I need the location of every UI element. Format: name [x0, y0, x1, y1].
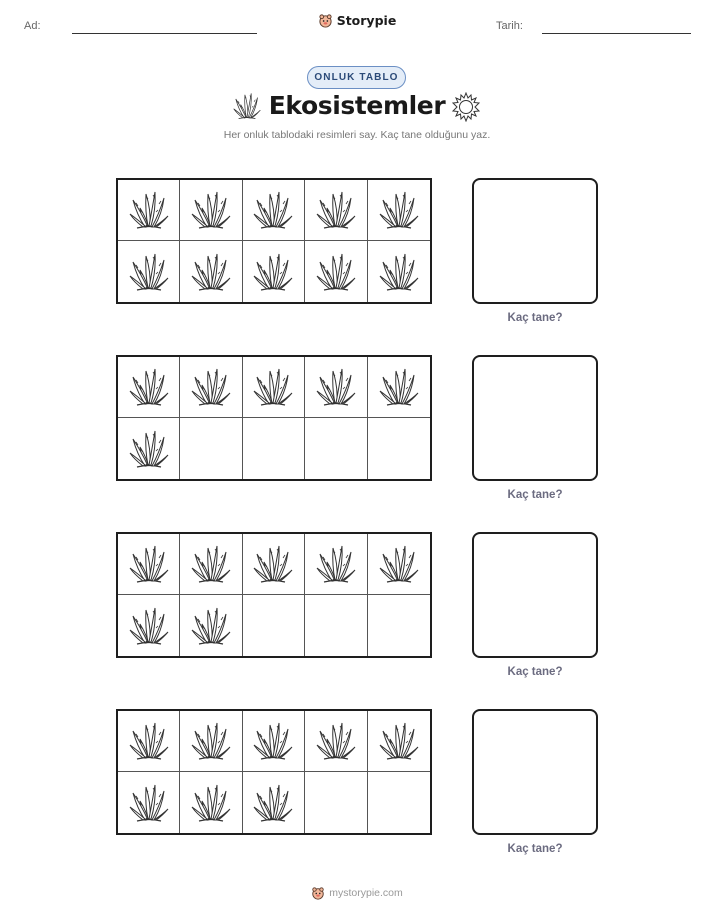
ten-frame-cell	[368, 772, 430, 833]
footer-url: mystorypie.com	[329, 887, 403, 899]
ten-frame-cell	[243, 534, 305, 595]
storypie-logo-icon	[318, 13, 333, 28]
seaweed-icon	[190, 541, 232, 587]
ten-frame-cell	[243, 772, 305, 833]
seaweed-icon	[315, 187, 357, 233]
ten-frame-cell	[118, 534, 180, 595]
ten-frame-cell	[368, 180, 430, 241]
ten-frame-cell	[118, 772, 180, 833]
ten-frame-cell	[180, 241, 242, 302]
date-label: Tarih:	[496, 20, 523, 32]
ten-frame-cell	[180, 772, 242, 833]
ten-frame-cell	[243, 595, 305, 656]
seaweed-icon	[315, 249, 357, 295]
ten-frame-cell	[305, 241, 367, 302]
brand-name: Storypie	[336, 13, 397, 28]
seaweed-icon	[252, 249, 294, 295]
seaweed-icon	[378, 364, 420, 410]
seaweed-icon	[252, 364, 294, 410]
seaweed-icon	[128, 249, 170, 295]
ten-frame-cell	[180, 357, 242, 418]
date-line[interactable]	[542, 33, 691, 34]
ten-frame-cell	[368, 418, 430, 479]
ten-frame-cell	[305, 534, 367, 595]
footer	[0, 886, 714, 900]
seaweed-icon	[378, 718, 420, 764]
seaweed-icon	[378, 187, 420, 233]
ten-frame-cell	[368, 595, 430, 656]
ten-frame-cell	[180, 711, 242, 772]
answer-box[interactable]	[472, 355, 598, 481]
seaweed-icon	[378, 249, 420, 295]
seaweed-icon	[315, 364, 357, 410]
ten-frame-cell	[180, 595, 242, 656]
ten-frame	[116, 532, 432, 658]
seaweed-icon	[252, 718, 294, 764]
seaweed-icon	[252, 187, 294, 233]
answer-box[interactable]	[472, 178, 598, 304]
instructions: Her onluk tablodaki resimleri say. Kaç tane olduğunu yaz.	[223, 129, 491, 141]
seaweed-icon	[378, 541, 420, 587]
ten-frame-cell	[368, 241, 430, 302]
seaweed-icon	[128, 718, 170, 764]
answer-box[interactable]	[472, 532, 598, 658]
ten-frame-cell	[368, 534, 430, 595]
answer-prompt: Kaç tane?	[507, 312, 563, 324]
seaweed-icon	[252, 541, 294, 587]
seaweed-icon	[128, 364, 170, 410]
seaweed-icon	[128, 187, 170, 233]
seaweed-icon	[128, 780, 170, 826]
ten-frame-cell	[118, 711, 180, 772]
answer-prompt: Kaç tane?	[507, 843, 563, 855]
seaweed-icon	[315, 718, 357, 764]
ten-frame-cell	[180, 180, 242, 241]
ten-frame-cell	[305, 711, 367, 772]
ten-frame-cell	[118, 180, 180, 241]
ten-frame-cell	[118, 595, 180, 656]
worksheet-type-badge: ONLUK TABLO	[307, 66, 406, 89]
seaweed-icon	[315, 541, 357, 587]
answer-box[interactable]	[472, 709, 598, 835]
seaweed-icon	[190, 780, 232, 826]
storypie-logo-icon	[311, 886, 325, 900]
ten-frame-cell	[180, 418, 242, 479]
ten-frame-cell	[243, 241, 305, 302]
ten-frame-cell	[180, 534, 242, 595]
ten-frame-cell	[243, 357, 305, 418]
ten-frame-cell	[305, 418, 367, 479]
ten-frame-cell	[305, 595, 367, 656]
name-label: Ad:	[24, 20, 41, 32]
ten-frame-cell	[243, 418, 305, 479]
seaweed-icon	[128, 603, 170, 649]
seaweed-icon	[252, 780, 294, 826]
ten-frame-cell	[305, 772, 367, 833]
seaweed-icon	[190, 187, 232, 233]
name-line[interactable]	[72, 33, 257, 34]
seaweed-icon	[190, 718, 232, 764]
ten-frame-cell	[368, 357, 430, 418]
brand	[0, 13, 714, 28]
answer-prompt: Kaç tane?	[507, 489, 563, 501]
seaweed-icon	[128, 541, 170, 587]
ten-frame-cell	[243, 711, 305, 772]
seaweed-icon	[128, 426, 170, 472]
ten-frame-cell	[305, 180, 367, 241]
seaweed-icon	[190, 364, 232, 410]
ten-frame-cell	[118, 241, 180, 302]
ten-frame-cell	[118, 357, 180, 418]
ten-frame	[116, 178, 432, 304]
ten-frame	[116, 709, 432, 835]
seaweed-icon	[190, 603, 232, 649]
seaweed-icon	[190, 249, 232, 295]
ten-frame-cell	[118, 418, 180, 479]
page-title: Ekosistemler	[268, 91, 446, 120]
ten-frame-cell	[243, 180, 305, 241]
ten-frame-cell	[368, 711, 430, 772]
ten-frame	[116, 355, 432, 481]
answer-prompt: Kaç tane?	[507, 666, 563, 678]
sun-icon	[451, 92, 481, 122]
ten-frame-cell	[305, 357, 367, 418]
